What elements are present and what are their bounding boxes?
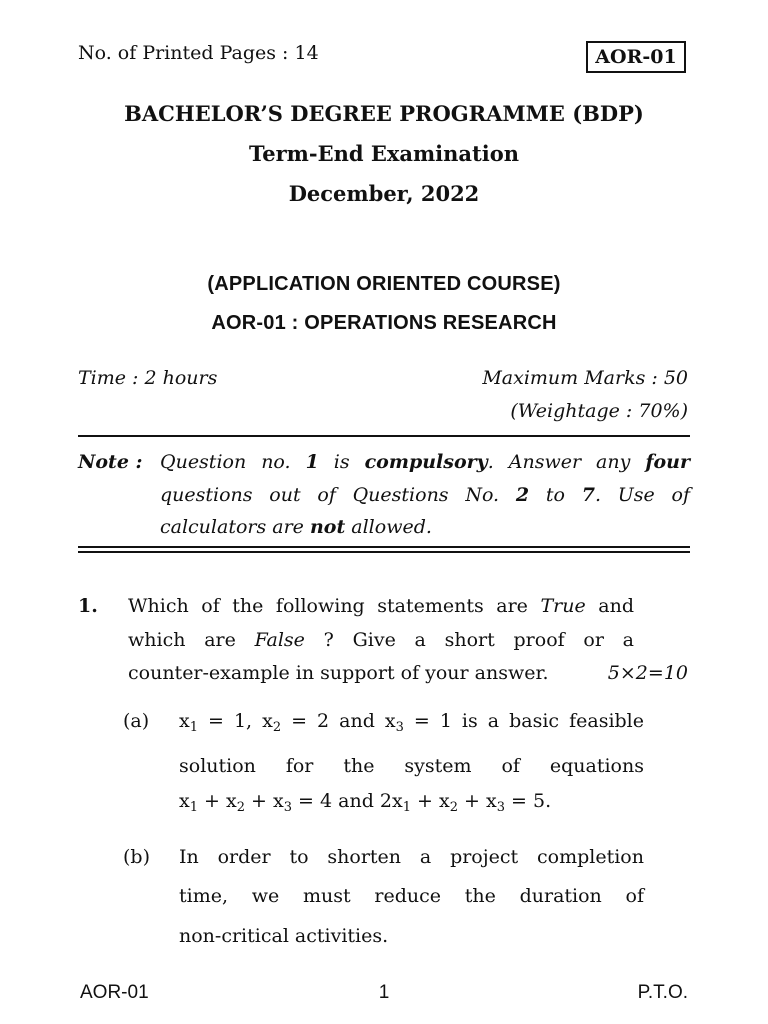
course-title: AOR-01 : OPERATIONS RESEARCH (211, 312, 557, 334)
printed-pages-count: No. of Printed Pages : 14 (78, 42, 319, 64)
note-label: Note : (78, 451, 143, 473)
question-1-number: 1. (78, 595, 98, 617)
question-1-line-1: Which of the following statements are True and (128, 595, 634, 617)
part-a-line-3: $x_1 + x_2 + x_3 = 4$ and $2x_1 + x_2 + x_3 = 5$. (179, 790, 552, 815)
course-type: (APPLICATION ORIENTED COURSE) (207, 273, 561, 295)
footer-page-number: 1 (378, 982, 390, 1003)
note-line-1: Question no. 1 is compulsory. Answer any four (160, 451, 690, 473)
maximum-marks: Maximum Marks : 50 (482, 367, 688, 389)
exam-title: Term-End Examination (248, 141, 519, 166)
footer-pto: P.T.O. (637, 982, 688, 1003)
paper-code-box: AOR-01 (586, 41, 686, 73)
part-a-line-2: solution for the system of equations (179, 755, 644, 777)
question-1-marks: 5×2=10 (607, 662, 688, 684)
divider-top (78, 435, 690, 437)
part-a-label: (a) (123, 710, 150, 732)
part-b-line-2: time, we must reduce the duration of (179, 885, 644, 907)
exam-date: December, 2022 (288, 181, 480, 206)
part-b-label: (b) (123, 846, 150, 868)
note-line-2: questions out of Questions No. 2 to 7. Use of (160, 484, 690, 506)
note-line-3: calculators are not allowed. (160, 516, 432, 538)
programme-title: BACHELOR’S DEGREE PROGRAMME (BDP) (124, 101, 644, 126)
divider-double-bottom (78, 551, 690, 553)
divider-double-top (78, 546, 690, 548)
weightage: (Weightage : 70%) (510, 400, 688, 422)
time-allowed: Time : 2 hours (78, 367, 218, 389)
part-b-line-3: non-critical activities. (179, 925, 389, 947)
question-1-line-3: counter-example in support of your answer. (128, 662, 549, 684)
footer-paper-code: AOR-01 (80, 982, 149, 1003)
part-b-line-1: In order to shorten a project completion (179, 846, 644, 868)
part-a-line-1: $x_1 = 1$, $x_2 = 2$ and $x_3 = 1$ is a basic feasible (179, 710, 644, 735)
question-1-line-2: which are False ? Give a short proof or a (128, 629, 634, 651)
